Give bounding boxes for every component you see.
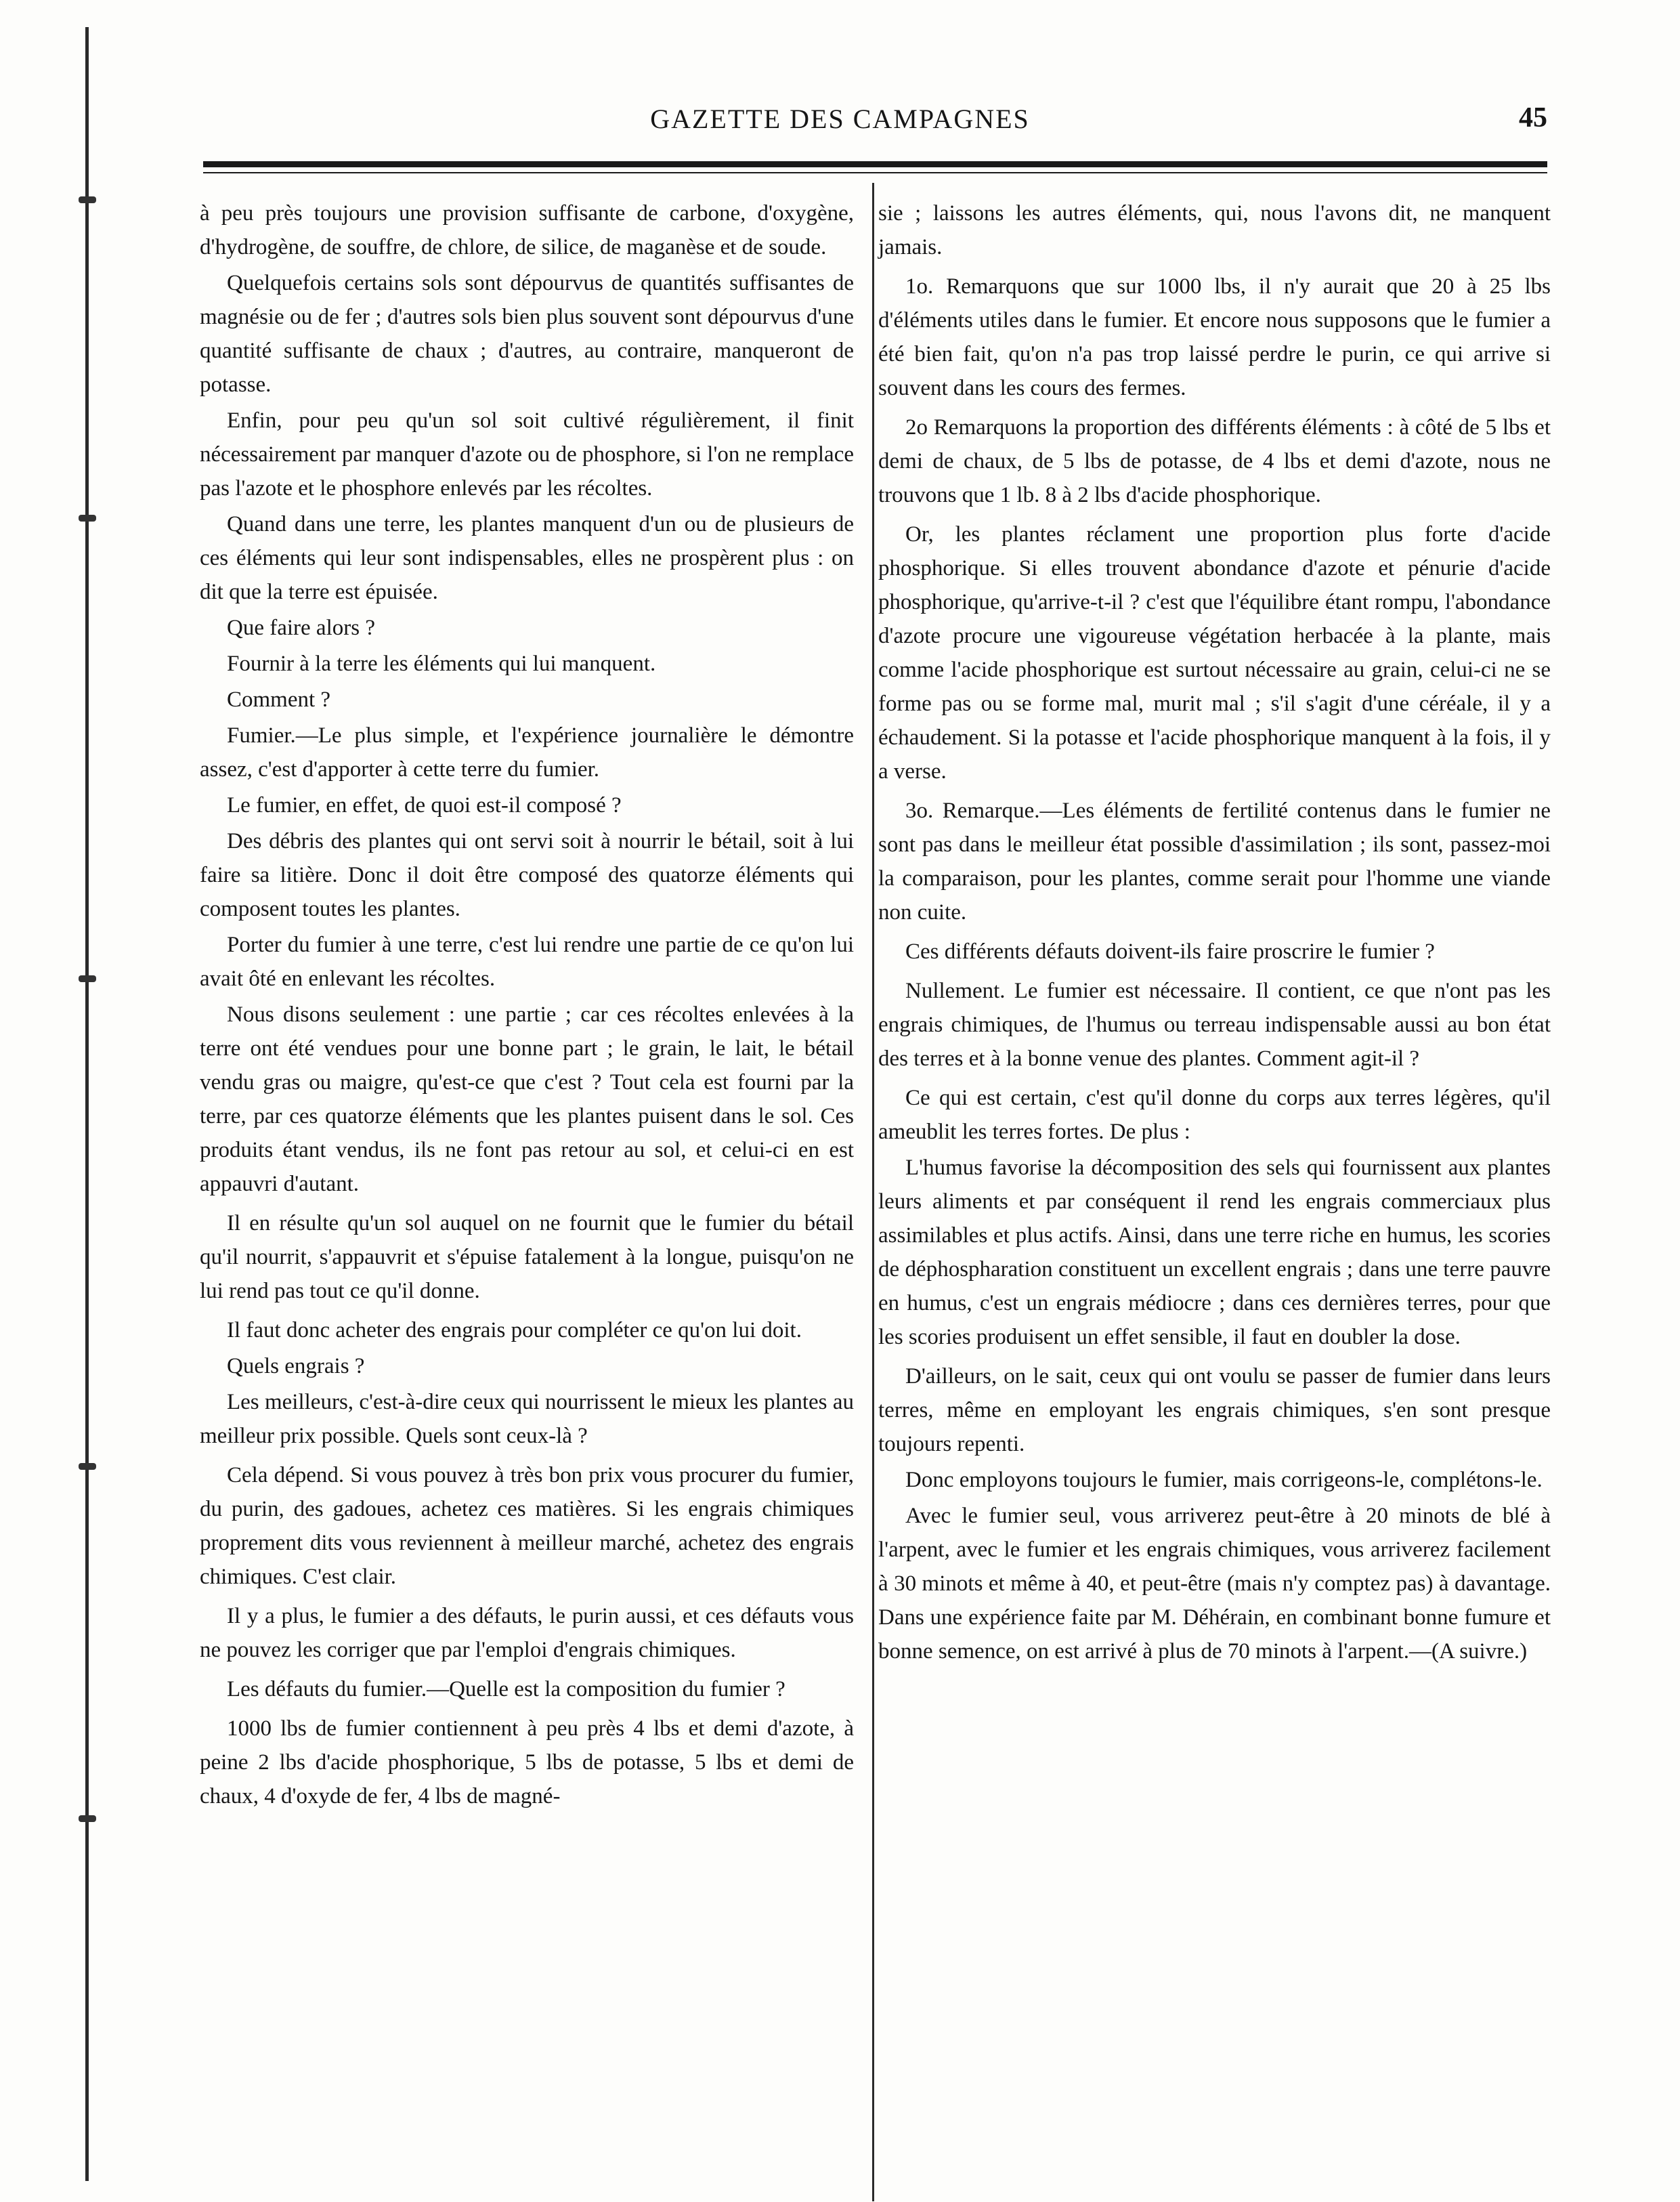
- paragraph: 1o. Remarquons que sur 1000 lbs, il n'y aurait que 20 à 25 lbs d'éléments utiles dans le fumier. Et encore nous supposons que le fumier a été bien fait, qu'on n'a pas trop laissé perdre le purin, ce qui arrive si souvent dans les cours des fermes.: [878, 274, 1551, 400]
- paragraph: sie ; laissons les autres éléments, qui, nous l'avons dit, ne manquent jamais.: [878, 201, 1551, 259]
- paragraph: Quels engrais ?: [227, 1354, 365, 1378]
- paragraph: Les défauts du fumier.—Quelle est la composition du fumier ?: [227, 1677, 785, 1701]
- paragraph: Fumier.—Le plus simple, et l'expérience journalière le démontre assez, c'est d'apporter à cette terre du fumier.: [200, 723, 854, 782]
- page-number: 45: [1519, 102, 1547, 133]
- paragraph: Quelquefois certains sols sont dépourvus de quantités suffisantes de magnésie ou de fer ; d'autres sols bien plus souvent sont dépourvus d'une quantité suffisante de chaux ; d'autres, au contraire, manqueront de potasse.: [200, 271, 854, 397]
- right-column: [878, 196, 1551, 1670]
- paragraph: Nullement. Le fumier est nécessaire. Il contient, ce que n'ont pas les engrais chimiques, de l'humus ou terreau indispensable aussi au bon état des terres et à la bonne venue des plantes. Comment agit-il ?: [878, 979, 1551, 1071]
- paragraph: Enfin, pour peu qu'un sol soit cultivé régulièrement, il finit nécessairement par manquer d'azote ou de phosphore, si l'on ne remplace pas l'azote et le phosphore enlevés par les récoltes.: [200, 408, 854, 501]
- paragraph: Donc employons toujours le fumier, mais corrigeons-le, complétons-le.: [905, 1468, 1543, 1492]
- paragraph: Cela dépend. Si vous pouvez à très bon prix vous procurer du fumier, du purin, des gadoues, achetez ces matières. Si les engrais chimiques proprement dits vous reviennent à meilleur marché, achetez des engrais chimiques. C'est clair.: [200, 1463, 854, 1589]
- binding-stitches: [79, 41, 99, 2174]
- paragraph: Il y a plus, le fumier a des défauts, le purin aussi, et ces défauts vous ne pouvez les corriger que par l'emploi d'engrais chimiques.: [200, 1604, 854, 1662]
- paragraph: Ces différents défauts doivent-ils faire proscrire le fumier ?: [905, 939, 1435, 964]
- paragraph: Quand dans une terre, les plantes manquent d'un ou de plusieurs de ces éléments qui leur sont indispensables, elles ne prospèrent plus : on dit que la terre est épuisée.: [200, 512, 854, 604]
- paragraph: Avec le fumier seul, vous arriverez peut-être à 20 minots de blé à l'arpent, avec le fumier et les engrais chimiques, vous arriverez facilement à 30 minots et même à 40, et peut-être (mais n'y comptez pas) à davantage. Dans une expérience faite par M. Déhérain, en combinant bonne fumure et bonne semence, on est arrivé à plus de 70 minots à l'arpent.—(A suivre.): [878, 1504, 1551, 1664]
- paragraph: 2o Remarquons la proportion des différents éléments : à côté de 5 lbs et demi de chaux, de 5 lbs de potasse, de 4 lbs et demi d'azote, nous ne trouvons que 1 lb. 8 à 2 lbs d'acide phosphorique.: [878, 415, 1551, 507]
- paragraph: L'humus favorise la décomposition des sels qui fournissent aux plantes leurs aliments et par conséquent il rend les engrais commerciaux plus assimilables et plus actifs. Ainsi, dans une terre riche en humus, les scories de déphospharation constituent un excellent engrais ; dans une terre pauvre en humus, c'est un engrais médiocre ; dans ces dernières terres, pour que les scories produisent un effet sensible, il faut en doubler la dose.: [878, 1156, 1551, 1349]
- paragraph: Des débris des plantes qui ont servi soit à nourrir le bétail, soit à lui faire sa litière. Donc il doit être composé des quatorze éléments qui composent toutes les plantes.: [200, 829, 854, 921]
- paragraph: Les meilleurs, c'est-à-dire ceux qui nourrissent le mieux les plantes au meilleur prix possible. Quels sont ceux-là ?: [200, 1390, 854, 1448]
- paragraph: Or, les plantes réclament une proportion plus forte d'acide phosphorique. Si elles trouvent abondance d'azote et pénurie d'acide phosphorique, qu'arrive-t-il ? c'est que l'équilibre étant rompu, l'abondance d'azote procure une vigoureuse végétation herbacée à la plante, mais comme l'acide phosphorique est surtout nécessaire au grain, celui-ci ne se forme pas ou se forme mal, murit mal ; s'il s'agit d'une céréale, il y a échaudement. Si la potasse et l'acide phosphorique manquent à la fois, il y a verse.: [878, 522, 1551, 784]
- paragraph: Que faire alors ?: [227, 616, 375, 640]
- left-column: [200, 196, 854, 1815]
- page-header-title: GAZETTE DES CAMPAGNES: [650, 104, 1030, 134]
- paragraph: Fournir à la terre les éléments qui lui manquent.: [227, 652, 656, 676]
- header-rule-thin: [203, 172, 1547, 173]
- paragraph: Le fumier, en effet, de quoi est-il composé ?: [227, 793, 622, 818]
- column-divider: [872, 183, 874, 2201]
- paragraph: 1000 lbs de fumier contiennent à peu près 4 lbs et demi d'azote, à peine 2 lbs d'acide phosphorique, 5 lbs de potasse, 5 lbs et demi de chaux, 4 d'oxyde de fer, 4 lbs de magné-: [200, 1716, 854, 1808]
- paragraph: D'ailleurs, on le sait, ceux qui ont voulu se passer de fumier dans leurs terres, même en employant les engrais chimiques, s'en sont presque toujours repenti.: [878, 1364, 1551, 1456]
- paragraph: 3o. Remarque.—Les éléments de fertilité contenus dans le fumier ne sont pas dans le meilleur état possible d'assimilation ; ils sont, passez-moi la comparaison, pour les plantes, comme serait pour l'homme une viande non cuite.: [878, 799, 1551, 925]
- header-rule-thick: [203, 161, 1547, 167]
- paragraph: Comment ?: [227, 687, 331, 712]
- paragraph: Il faut donc acheter des engrais pour compléter ce qu'on lui doit.: [227, 1318, 802, 1342]
- paragraph: Nous disons seulement : une partie ; car ces récoltes enlevées à la terre ont été vendues pour une bonne part ; le grain, le lait, le bétail vendu gras ou maigre, qu'est-ce que c'est ? Tout cela est fourni par la terre, par ces quatorze éléments que les plantes puisent dans le sol. Ces produits étant vendus, ils ne font pas retour au sol, et celui-ci en est appauvri d'autant.: [200, 1002, 854, 1196]
- paragraph: Ce qui est certain, c'est qu'il donne du corps aux terres légères, qu'il ameublit les terres fortes. De plus :: [878, 1086, 1551, 1144]
- paragraph: Il en résulte qu'un sol auquel on ne fournit que le fumier du bétail qu'il nourrit, s'appauvrit et s'épuise fatalement à la longue, puisqu'on ne lui rend pas tout ce qu'il donne.: [200, 1211, 854, 1303]
- paragraph: à peu près toujours une provision suffisante de carbone, d'oxygène, d'hydrogène, de souffre, de chlore, de silice, de maganèse et de soude.: [200, 201, 854, 259]
- paragraph: Porter du fumier à une terre, c'est lui rendre une partie de ce qu'on lui avait ôté en enlevant les récoltes.: [200, 933, 854, 991]
